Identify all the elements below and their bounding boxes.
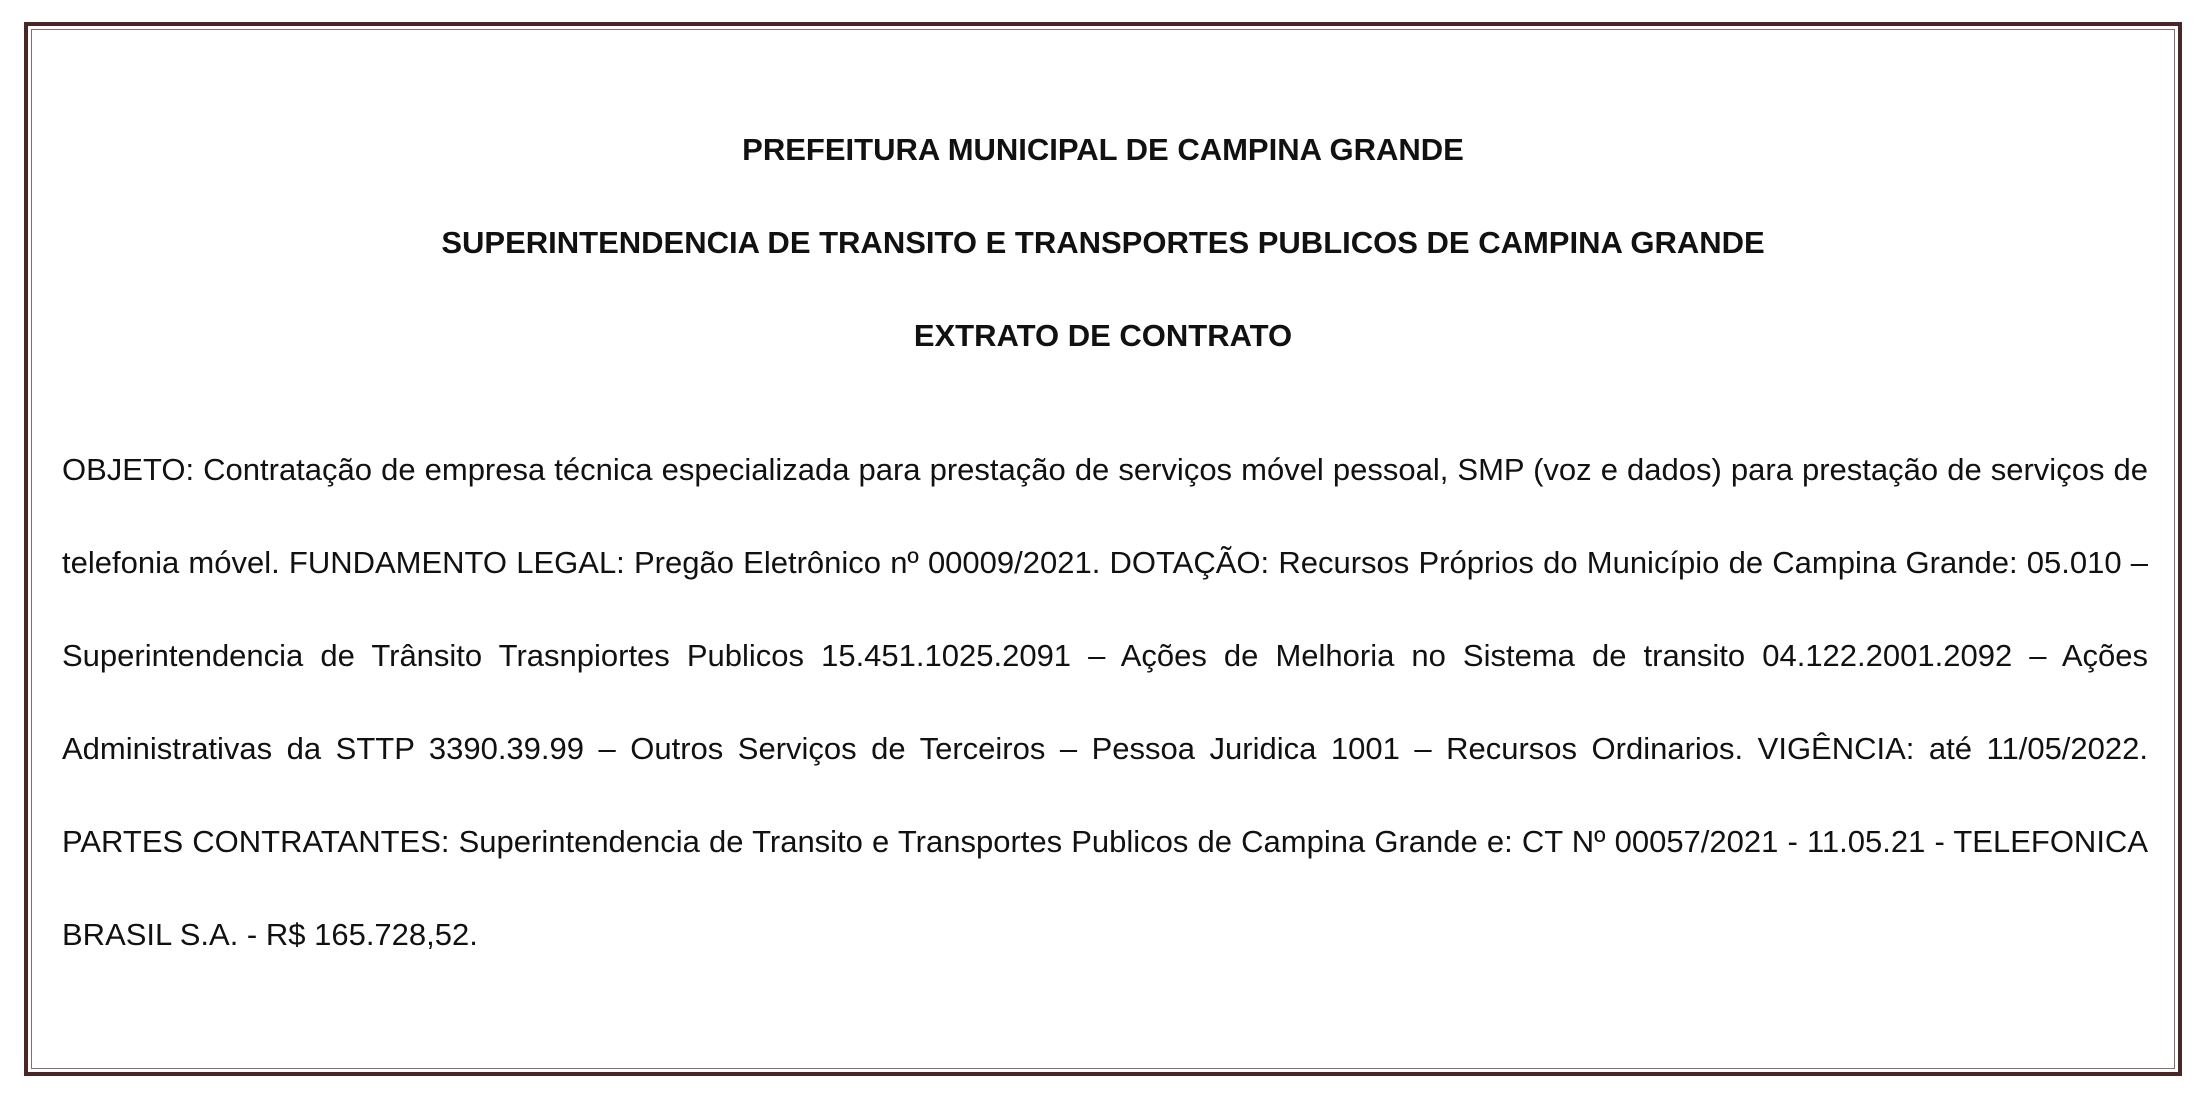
extrato-title: EXTRATO DE CONTRATO xyxy=(913,318,1293,353)
superintendencia-heading: SUPERINTENDENCIA DE TRANSITO E TRANSPORTES PUBLICOS DE CAMPINA GRANDE xyxy=(441,225,1765,260)
prefeitura-heading: PREFEITURA MUNICIPAL DE CAMPINA GRANDE xyxy=(742,132,1464,167)
document-border-frame xyxy=(24,22,2182,1076)
contract-extract-body: OBJETO: Contratação de empresa técnica especializada para prestação de serviços móvel pessoal, SMP (voz e dados) para prestação de serviços de telefonia móvel. FUNDAMENTO LEGAL: Pregão Eletrônico nº 00009/2021. DOTAÇÃO: Recursos Próprios do Município de Campina Grande: 05.010 – Superintendencia de Trânsito Trasnpiortes Publicos 15.451.1025.2091 – Ações de Melhoria no Sistema de transito 04.122.2001.2092 – Ações Administrativas da STTP 3390.39.99 – Outros Serviços de Terceiros – Pessoa Juridica 1001 – Recursos Ordinarios. VIGÊNCIA: até 11/05/2022. PARTES CONTRATANTES: Superintendencia de Transito e Transportes Publicos de Campina Grande e: CT Nº 00057/2021 - 11.05.21 - TELEFONICA BRASIL S.A. - R$ 165.728,52. xyxy=(62,452,2148,952)
